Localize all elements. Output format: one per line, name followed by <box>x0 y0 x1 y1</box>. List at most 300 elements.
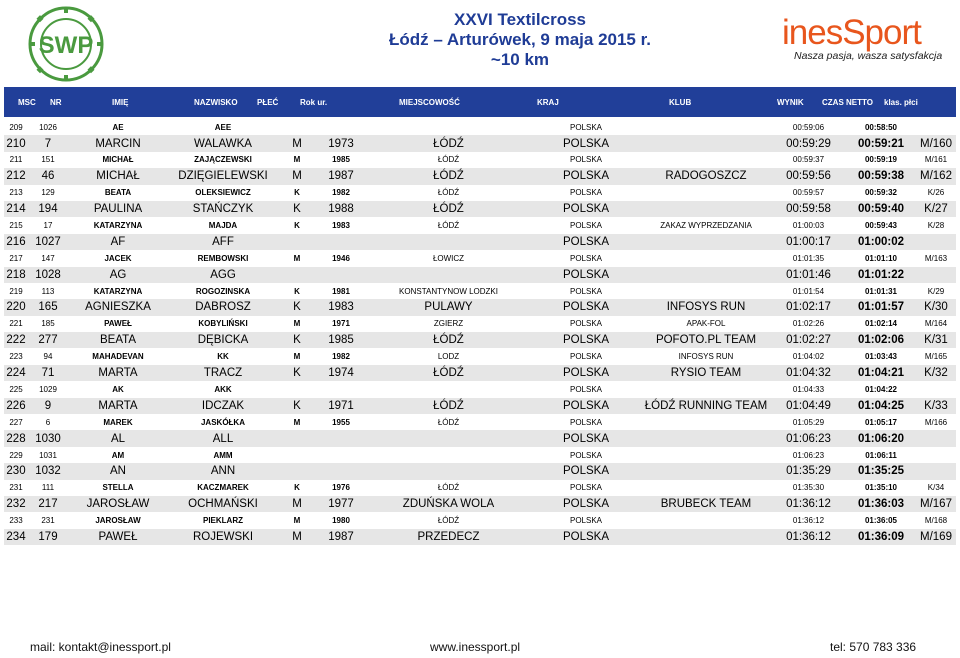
table-row <box>4 430 956 446</box>
cell-imię: MAREK <box>103 417 133 427</box>
cell-kraj: POLSKA <box>531 365 641 381</box>
cell-miejscowość: ŁÓDŹ <box>366 365 531 381</box>
cell-kraj: POLSKA <box>569 417 602 427</box>
cell-wynik: 00:59:58 <box>771 201 846 217</box>
cell-rok-ur-: 1987 <box>316 529 366 545</box>
cell-klas-płci <box>916 119 956 135</box>
cell-klub <box>641 480 771 496</box>
cell-miejscowość: ŁÓDŹ <box>437 221 460 231</box>
column-header: IMIĘ <box>112 98 129 107</box>
table-row <box>4 201 956 217</box>
cell-płeć <box>278 234 316 250</box>
cell-msc: 211 <box>9 155 23 165</box>
results-table-body <box>4 119 956 545</box>
cell-klub <box>641 119 771 135</box>
cell-miejscowość: ŁÓDŹ <box>366 332 531 348</box>
results-table <box>4 119 956 545</box>
cell-imię: AM <box>111 450 125 460</box>
cell-klas-płci: K/29 <box>927 286 945 296</box>
column-header: NR <box>50 98 62 107</box>
cell-klas-płci: M/168 <box>924 516 948 526</box>
cell-czas-netto: 01:06:11 <box>865 450 897 460</box>
cell-czas-netto: 01:00:02 <box>846 234 916 250</box>
title-line-2: Łódź – Arturówek, 9 maja 2015 r. <box>388 30 652 49</box>
cell-wynik: 01:05:29 <box>792 417 825 427</box>
cell-nazwisko: DABROSZ <box>168 299 278 315</box>
cell-klas-płci: K/33 <box>916 398 956 414</box>
cell-rok-ur- <box>316 463 366 479</box>
table-row <box>4 267 956 283</box>
cell-imię: MICHAŁ <box>68 168 168 184</box>
cell-nr: 1027 <box>28 234 68 250</box>
cell-nr: 151 <box>41 155 55 165</box>
table-row <box>4 283 956 299</box>
cell-klub <box>641 529 771 545</box>
cell-nazwisko: OCHMAŃSKI <box>168 496 278 512</box>
title-line-1: XXVI Textilcross <box>454 10 586 29</box>
cell-płeć <box>278 119 316 135</box>
cell-miejscowość: ŁÓDŹ <box>366 201 531 217</box>
cell-wynik: 01:00:03 <box>792 221 825 231</box>
cell-płeć: M <box>293 417 301 427</box>
cell-nr: 7 <box>28 135 68 151</box>
cell-nr: 1030 <box>28 430 68 446</box>
cell-wynik: 01:36:12 <box>771 529 846 545</box>
cell-rok-ur- <box>316 234 366 250</box>
column-header: KLUB <box>669 98 692 107</box>
cell-wynik: 01:36:12 <box>771 496 846 512</box>
cell-rok-ur-: 1971 <box>332 319 350 329</box>
cell-imię: AK <box>112 384 124 394</box>
cell-msc: 218 <box>4 267 28 283</box>
cell-imię: MARTA <box>68 365 168 381</box>
cell-klas-płci <box>916 463 956 479</box>
cell-klas-płci: M/163 <box>924 253 948 263</box>
cell-nazwisko: STAŃCZYK <box>168 201 278 217</box>
cell-rok-ur-: 1982 <box>332 188 350 198</box>
column-header: MSC <box>18 98 36 107</box>
cell-czas-netto: 00:59:43 <box>864 221 898 231</box>
cell-kraj: POLSKA <box>569 286 602 296</box>
cell-wynik: 01:02:26 <box>792 319 825 329</box>
cell-miejscowość: ŁÓDŹ <box>437 155 460 165</box>
cell-płeć <box>278 447 316 463</box>
cell-klub: INFOSYS RUN <box>641 299 771 315</box>
cell-nr: 17 <box>43 221 53 231</box>
cell-czas-netto: 01:02:14 <box>864 319 898 329</box>
cell-imię: JACEK <box>104 253 132 263</box>
cell-nr: 113 <box>41 286 55 296</box>
table-row <box>4 381 956 397</box>
cell-klas-płci: M/165 <box>924 352 948 362</box>
cell-czas-netto: 01:06:20 <box>846 430 916 446</box>
cell-nr: 46 <box>28 168 68 184</box>
cell-rok-ur-: 1973 <box>316 135 366 151</box>
cell-miejscowość <box>366 234 531 250</box>
column-header: Rok ur. <box>300 98 328 107</box>
cell-miejscowość: ŁOWICZ <box>432 253 465 263</box>
cell-płeć: K <box>278 299 316 315</box>
cell-rok-ur-: 1946 <box>332 253 350 263</box>
cell-klub: APAK-FOL <box>686 319 726 329</box>
cell-czas-netto: 01:01:22 <box>846 267 916 283</box>
cell-klas-płci: M/169 <box>916 529 956 545</box>
cell-rok-ur-: 1985 <box>316 332 366 348</box>
cell-kraj: POLSKA <box>531 299 641 315</box>
brand-block <box>782 14 952 62</box>
cell-klas-płci <box>916 234 956 250</box>
cell-imię: BEATA <box>68 332 168 348</box>
cell-klub <box>641 283 771 299</box>
cell-imię: PAWEŁ <box>104 319 132 329</box>
cell-msc: 220 <box>4 299 28 315</box>
cell-rok-ur-: 1974 <box>316 365 366 381</box>
cell-imię: STELLA <box>102 483 134 493</box>
cell-płeć: K <box>278 398 316 414</box>
cell-klub <box>641 381 771 397</box>
cell-nazwisko: KACZMAREK <box>197 483 249 493</box>
cell-płeć: M <box>293 155 301 165</box>
table-row <box>4 168 956 184</box>
cell-imię: KATARZYNA <box>93 221 143 231</box>
table-row <box>4 463 956 479</box>
cell-imię: AF <box>68 234 168 250</box>
table-row <box>4 234 956 250</box>
cell-klub: ŁÓDŹ RUNNING TEAM <box>641 398 771 414</box>
event-title <box>300 10 740 70</box>
cell-wynik: 01:04:33 <box>792 384 825 394</box>
cell-klub <box>641 234 771 250</box>
cell-czas-netto: 01:04:25 <box>846 398 916 414</box>
cell-nr: 231 <box>41 516 55 526</box>
cell-czas-netto: 01:35:25 <box>846 463 916 479</box>
cell-płeć: M <box>278 529 316 545</box>
cell-wynik: 01:02:27 <box>771 332 846 348</box>
cell-nazwisko: IDCZAK <box>168 398 278 414</box>
cell-nr: 129 <box>41 188 55 198</box>
cell-rok-ur-: 1955 <box>332 417 350 427</box>
column-header: klas. płci <box>884 98 918 107</box>
cell-klas-płci: M/162 <box>916 168 956 184</box>
logo-text: SWP <box>38 32 94 59</box>
cell-klas-płci: K/31 <box>916 332 956 348</box>
footer-web: www.inessport.pl <box>430 640 521 654</box>
cell-miejscowość <box>366 430 531 446</box>
cell-nr: 185 <box>41 319 55 329</box>
cell-rok-ur- <box>316 430 366 446</box>
cell-wynik: 01:02:17 <box>771 299 846 315</box>
cell-nazwisko: PIEKLARZ <box>203 516 243 526</box>
cell-imię: JAROSŁAW <box>95 516 141 526</box>
cell-płeć <box>278 463 316 479</box>
cell-nazwisko: JASKÓŁKA <box>200 417 245 427</box>
cell-wynik: 01:04:32 <box>771 365 846 381</box>
cell-msc: 234 <box>4 529 28 545</box>
column-header: MIEJSCOWOŚĆ <box>399 98 460 107</box>
cell-msc: 213 <box>9 188 23 198</box>
cell-kraj: POLSKA <box>569 188 602 198</box>
cell-nr: 9 <box>28 398 68 414</box>
cell-klub <box>641 250 771 266</box>
cell-nazwisko: DZIĘGIELEWSKI <box>168 168 278 184</box>
cell-wynik: 00:59:57 <box>792 188 825 198</box>
cell-miejscowość: ŁÓDŹ <box>437 417 460 427</box>
cell-klub <box>641 512 771 528</box>
cell-miejscowość: ŁÓDŹ <box>437 516 460 526</box>
cell-czas-netto: 01:36:05 <box>864 516 898 526</box>
cell-kraj: POLSKA <box>531 267 641 283</box>
cell-imię: JAROSŁAW <box>68 496 168 512</box>
cell-rok-ur-: 1988 <box>316 201 366 217</box>
cell-kraj: POLSKA <box>569 155 602 165</box>
cell-miejscowość <box>366 267 531 283</box>
table-row <box>4 250 956 266</box>
cell-miejscowość <box>366 381 531 397</box>
cell-płeć: K <box>278 201 316 217</box>
cell-płeć <box>278 381 316 397</box>
cell-nazwisko: AMM <box>213 450 233 460</box>
cell-imię: PAULINA <box>68 201 168 217</box>
cell-czas-netto: 01:03:43 <box>864 352 898 362</box>
cell-wynik: 00:59:56 <box>771 168 846 184</box>
cell-nr: 6 <box>45 417 51 427</box>
cell-czas-netto: 00:59:40 <box>846 201 916 217</box>
cell-kraj: POLSKA <box>531 201 641 217</box>
table-row <box>4 299 956 315</box>
cell-kraj: POLSKA <box>569 450 602 460</box>
table-row <box>4 529 956 545</box>
cell-msc: 219 <box>9 286 23 296</box>
cell-płeć: K <box>294 483 300 493</box>
cell-klub <box>641 135 771 151</box>
cell-msc: 221 <box>9 319 23 329</box>
cell-wynik: 01:35:29 <box>771 463 846 479</box>
cell-rok-ur- <box>316 267 366 283</box>
cell-miejscowość <box>366 119 531 135</box>
cell-msc: 210 <box>4 135 28 151</box>
cell-rok-ur- <box>316 381 366 397</box>
cell-imię: PAWEŁ <box>68 529 168 545</box>
cell-msc: 224 <box>4 365 28 381</box>
cell-rok-ur- <box>316 119 366 135</box>
cell-klub <box>641 267 771 283</box>
table-row <box>4 152 956 168</box>
cell-miejscowość: ŁÓDŹ <box>366 135 531 151</box>
cell-msc: 212 <box>4 168 28 184</box>
cell-rok-ur-: 1971 <box>316 398 366 414</box>
cell-wynik: 01:04:49 <box>771 398 846 414</box>
cell-imię: MARTA <box>68 398 168 414</box>
cell-wynik: 00:59:37 <box>792 155 825 165</box>
cell-czas-netto: 00:58:50 <box>864 122 898 132</box>
cell-msc: 225 <box>9 384 23 394</box>
table-row <box>4 512 956 528</box>
cell-imię: MARCIN <box>68 135 168 151</box>
cell-rok-ur-: 1983 <box>316 299 366 315</box>
cell-nazwisko: AGG <box>168 267 278 283</box>
cell-rok-ur-: 1983 <box>332 221 350 231</box>
cell-nazwisko: DĘBICKA <box>168 332 278 348</box>
cell-kraj: POLSKA <box>531 430 641 446</box>
cell-kraj: POLSKA <box>569 483 602 493</box>
cell-nr: 1029 <box>39 384 57 394</box>
cell-kraj: POLSKA <box>569 319 602 329</box>
cell-msc: 229 <box>9 450 23 460</box>
brand-name: inesSport <box>782 13 921 52</box>
cell-miejscowość <box>366 447 531 463</box>
cell-miejscowość: KONSTANTYNOW LODZKI <box>399 286 498 296</box>
table-row <box>4 185 956 201</box>
cell-czas-netto: 00:59:38 <box>846 168 916 184</box>
cell-miejscowość: ŁÓDŹ <box>437 188 460 198</box>
cell-rok-ur-: 1982 <box>332 352 350 362</box>
cell-klas-płci <box>916 381 956 397</box>
cell-kraj: POLSKA <box>531 332 641 348</box>
table-row <box>4 119 956 135</box>
cell-klas-płci: K/34 <box>927 483 945 493</box>
cell-czas-netto: 01:04:21 <box>846 365 916 381</box>
cell-czas-netto: 01:01:31 <box>864 286 898 296</box>
cell-klub: POFOTO.PL TEAM <box>641 332 771 348</box>
cell-czas-netto: 01:04:22 <box>864 384 898 394</box>
cell-msc: 215 <box>9 221 23 231</box>
cell-wynik: 01:36:12 <box>792 516 825 526</box>
cell-imię: AL <box>68 430 168 446</box>
cell-nazwisko: AEE <box>214 122 232 132</box>
cell-klub <box>641 447 771 463</box>
cell-klub: BRUBECK TEAM <box>641 496 771 512</box>
cell-wynik: 01:00:17 <box>771 234 846 250</box>
cell-kraj: POLSKA <box>569 516 602 526</box>
cell-imię: AG <box>68 267 168 283</box>
cell-nazwisko: ZAJĄCZEWSKI <box>194 155 252 165</box>
cell-wynik: 00:59:06 <box>792 122 825 132</box>
cell-msc: 214 <box>4 201 28 217</box>
cell-miejscowość: PRZEDECZ <box>366 529 531 545</box>
cell-wynik: 01:04:02 <box>792 352 825 362</box>
cell-rok-ur-: 1977 <box>316 496 366 512</box>
cell-klub: RADOGOSZCZ <box>641 168 771 184</box>
cell-rok-ur-: 1987 <box>316 168 366 184</box>
cell-miejscowość <box>366 463 531 479</box>
table-row <box>4 496 956 512</box>
cell-płeć: K <box>278 365 316 381</box>
cell-klas-płci: M/166 <box>924 417 948 427</box>
column-header: NAZWISKO <box>194 98 238 107</box>
cell-czas-netto: 01:05:17 <box>864 417 898 427</box>
cell-czas-netto: 01:02:06 <box>846 332 916 348</box>
cell-miejscowość: ZDUŃSKA WOLA <box>366 496 531 512</box>
cell-kraj: POLSKA <box>531 529 641 545</box>
cell-msc: 222 <box>4 332 28 348</box>
cell-klub <box>641 463 771 479</box>
cell-płeć: M <box>293 319 301 329</box>
cell-msc: 217 <box>9 253 23 263</box>
table-row <box>4 348 956 364</box>
cell-płeć: M <box>278 168 316 184</box>
cell-klub <box>641 152 771 168</box>
cell-wynik: 01:06:23 <box>792 450 825 460</box>
cell-kraj: POLSKA <box>531 398 641 414</box>
cell-klas-płci: M/164 <box>924 319 948 329</box>
cell-msc: 216 <box>4 234 28 250</box>
cell-wynik: 01:01:54 <box>792 286 825 296</box>
cell-klas-płci: K/26 <box>927 188 945 198</box>
cell-rok-ur-: 1985 <box>332 155 350 165</box>
cell-nazwisko: WALAWKA <box>168 135 278 151</box>
cell-nr: 1031 <box>39 450 57 460</box>
cell-klas-płci <box>916 267 956 283</box>
table-row <box>4 398 956 414</box>
cell-nazwisko: TRACZ <box>168 365 278 381</box>
cell-płeć: K <box>294 221 300 231</box>
footer-mail: mail: kontakt@inessport.pl <box>30 640 171 654</box>
cell-rok-ur-: 1981 <box>332 286 350 296</box>
table-row <box>4 332 956 348</box>
cell-płeć: K <box>294 286 300 296</box>
cell-kraj: POLSKA <box>531 168 641 184</box>
cell-kraj: POLSKA <box>569 253 602 263</box>
cell-nazwisko: ROJEWSKI <box>168 529 278 545</box>
cell-klub: INFOSYS RUN <box>678 352 734 362</box>
cell-nr: 217 <box>28 496 68 512</box>
cell-imię: BEATA <box>104 188 132 198</box>
cell-wynik: 01:01:46 <box>771 267 846 283</box>
cell-czas-netto: 00:59:32 <box>864 188 898 198</box>
cell-czas-netto: 01:01:57 <box>846 299 916 315</box>
cell-płeć: M <box>293 352 301 362</box>
cell-miejscowość: ŁÓDŹ <box>437 483 460 493</box>
title-line-3: ~10 km <box>490 50 550 69</box>
cell-nazwisko: OLEKSIEWICZ <box>195 188 251 198</box>
cell-rok-ur-: 1976 <box>332 483 350 493</box>
cell-płeć <box>278 267 316 283</box>
cell-nazwisko: AFF <box>168 234 278 250</box>
cell-klas-płci <box>916 447 956 463</box>
cell-nr: 165 <box>28 299 68 315</box>
column-header: WYNIK <box>777 98 804 107</box>
table-row <box>4 316 956 332</box>
cell-imię: AGNIESZKA <box>68 299 168 315</box>
cell-msc: 227 <box>9 417 23 427</box>
cell-klas-płci: K/30 <box>916 299 956 315</box>
table-row <box>4 447 956 463</box>
cell-msc: 232 <box>4 496 28 512</box>
cell-miejscowość: PULAWY <box>366 299 531 315</box>
cell-nr: 71 <box>28 365 68 381</box>
cell-płeć: M <box>293 253 301 263</box>
cell-klub <box>641 185 771 201</box>
cell-kraj: POLSKA <box>531 234 641 250</box>
cell-nazwisko: KK <box>217 352 229 362</box>
cell-imię: MICHAŁ <box>102 155 134 165</box>
cell-czas-netto: 00:59:19 <box>864 155 898 165</box>
cell-kraj: POLSKA <box>531 496 641 512</box>
cell-czas-netto: 01:36:09 <box>846 529 916 545</box>
cell-klas-płci: K/32 <box>916 365 956 381</box>
cell-rok-ur- <box>316 447 366 463</box>
footer-tel: tel: 570 783 336 <box>830 640 917 654</box>
brand-tagline: Nasza pasja, wasza satysfakcja <box>794 50 943 62</box>
cell-nazwisko: MAJDA <box>208 221 238 231</box>
cell-nazwisko: ROGOZINSKA <box>195 286 251 296</box>
cell-kraj: POLSKA <box>569 221 602 231</box>
cell-klas-płci: K/28 <box>927 221 945 231</box>
cell-płeć: K <box>294 188 300 198</box>
swp-logo <box>14 6 118 82</box>
cell-płeć <box>278 430 316 446</box>
cell-msc: 233 <box>9 516 23 526</box>
